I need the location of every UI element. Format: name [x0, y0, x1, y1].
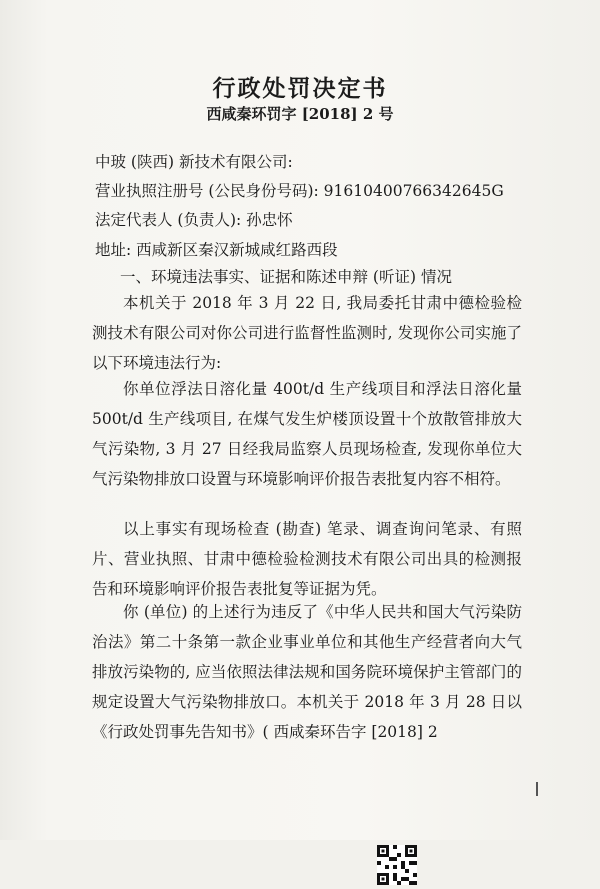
paragraph-4: 你 (单位) 的上述行为违反了《中华人民共和国大气污染防治法》第二十条第一款企业事业单位和其他生产经营者向大气排放污染物的, 应当依照法律法规和国务院环境保护主管部门的规定设置大气污染物排放口。本机关于 2018 年 3 月 28 日以 《行政处罚事先告知书》( 西咸秦环告字 [2018] 2	[92, 603, 522, 741]
document-title: 行政处罚决定书	[212, 75, 388, 102]
license-number: 营业执照注册号 (公民身份号码): 91610400766342645G	[95, 182, 504, 200]
paragraph-2: 你单位浮法日溶化量 400t/d 生产线项目和浮法日溶化量 500t/d 生产线项目, 在煤气发生炉楼顶设置十个放散管排放大气污染物, 3 月 27 日经我局监察人员现场检查, 发现你单位大气污染物排放口设置与环境影响评价报告表批复内容不相符。	[92, 380, 522, 488]
section-heading: 一、环境违法事实、证据和陈述申辩 (听证) 情况	[120, 268, 452, 286]
paragraph-3: 以上事实有现场检查 (勘查) 笔录、调查询问笔录、有照片、营业执照、甘肃中德检验检测技术有限公司出具的检测报告和环境影响评价报告表批复等证据为凭。	[92, 520, 522, 598]
pen-mark	[536, 782, 538, 796]
paragraph-1: 本机关于 2018 年 3 月 22 日, 我局委托甘肃中德检验检测技术有限公司对你公司进行监督性监测时, 发现你公司实施了以下环境违法行为:	[92, 294, 522, 372]
company-address: 地址: 西咸新区秦汉新城咸红路西段	[95, 241, 338, 259]
qr-code-icon	[377, 845, 417, 885]
document-number: 西咸秦环罚字 [2018] 2 号	[206, 105, 394, 123]
legal-representative: 法定代表人 (负责人): 孙忠怀	[95, 211, 293, 229]
company-name: 中玻 (陕西) 新技术有限公司:	[95, 153, 293, 171]
